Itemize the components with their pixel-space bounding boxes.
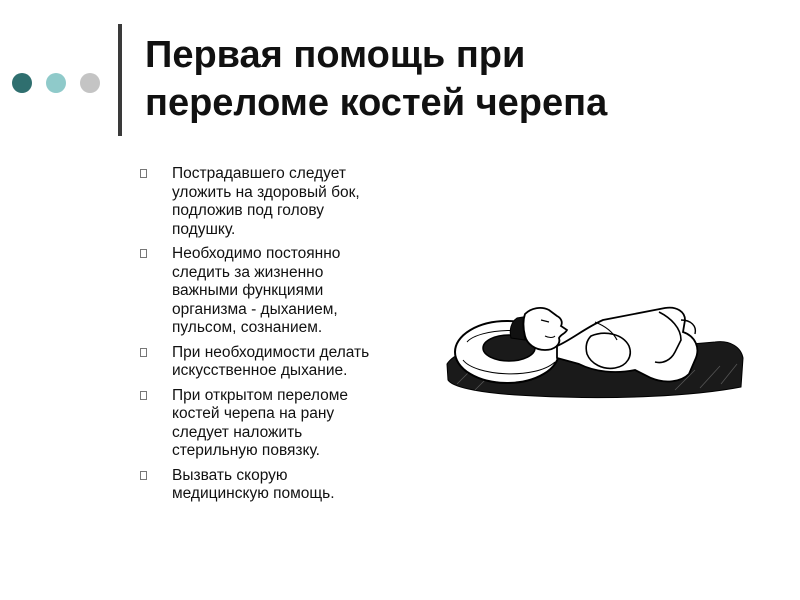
- bullet-line: медицинскую помощь.: [172, 485, 335, 502]
- dot-dark-teal-icon: [12, 73, 32, 93]
- bullet-item: [140, 467, 430, 504]
- bullet-line: стерильную повязку.: [172, 442, 320, 459]
- square-bullet-icon: [140, 249, 147, 258]
- bullet-line: При открытом переломе: [172, 386, 349, 404]
- bullet-line: Пострадавшего следует: [172, 165, 346, 182]
- bullet-item: [140, 344, 430, 381]
- bullet-line: пульсом, сознанием.: [172, 319, 323, 336]
- bullet-line: подложив под голову: [172, 202, 325, 219]
- bullet-line: важными функциями: [172, 282, 324, 299]
- bullet-line: следить за жизненно: [172, 263, 324, 281]
- square-bullet-icon: [140, 471, 147, 480]
- dot-light-teal-icon: [46, 73, 66, 93]
- slide-title: [145, 31, 785, 127]
- decorative-dots: [12, 73, 100, 93]
- bullet-line: следует наложить: [172, 423, 303, 441]
- bullet-line: костей черепа на рану: [172, 405, 335, 422]
- dot-gray-icon: [80, 73, 100, 93]
- bullet-line: Вызвать скорую: [172, 466, 288, 484]
- bullet-line: организма - дыханием,: [172, 300, 338, 318]
- square-bullet-icon: [140, 348, 147, 357]
- bullet-list: [140, 165, 430, 510]
- bullet-line: Необходимо постоянно: [172, 245, 341, 262]
- title-accent-bar: [118, 24, 122, 136]
- bullet-line: искусственное дыхание.: [172, 362, 348, 379]
- slide-title-line-2: переломе костей черепа: [145, 82, 608, 124]
- person-lying-on-ring-pillow-icon: [445, 292, 745, 402]
- bullet-line: подушку.: [172, 220, 236, 238]
- square-bullet-icon: [140, 169, 147, 178]
- square-bullet-icon: [140, 391, 147, 400]
- bullet-line: уложить на здоровый бок,: [172, 183, 360, 201]
- bullet-item: [140, 387, 430, 461]
- bullet-line: При необходимости делать: [172, 343, 370, 361]
- slide-title-line-1: Первая помощь при: [145, 34, 526, 76]
- bullet-item: [140, 165, 430, 239]
- bullet-item: [140, 245, 430, 338]
